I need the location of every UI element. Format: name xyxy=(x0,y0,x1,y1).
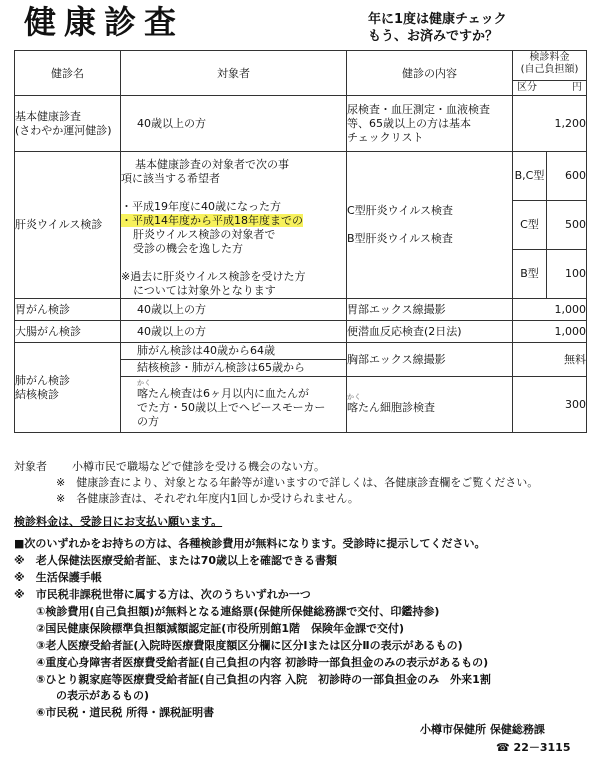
row-basic-category xyxy=(513,96,547,152)
free-note-3: ※ 市民税非課税世帯に属する方は、次のうちいずれか一つ xyxy=(14,588,311,601)
row-basic-content-line-1: 尿検査・血圧測定・血液検査 xyxy=(347,102,490,116)
hepatitis-target-line-2: 項に該当する希望者 xyxy=(121,172,220,185)
lung-content-2-text: 喀たん細胞診検査 xyxy=(347,401,435,414)
row-hepatitis-name: 肝炎ウイルス検診 xyxy=(15,152,121,299)
header-target: 対象者 xyxy=(121,51,347,96)
lung-target-ruby: かく xyxy=(137,379,151,387)
row-colon-name: 大腸がん検診 xyxy=(15,321,121,343)
hepatitis-category-b: B型 xyxy=(513,250,547,299)
lung-target-3-line-3: の方 xyxy=(137,415,159,428)
row-basic-content xyxy=(347,96,513,152)
row-lung-name-line-1: 肺がん検診 xyxy=(15,373,70,387)
row-basic-content-line-3: チェックリスト xyxy=(347,130,424,144)
row-basic-target: 40歳以上の方 xyxy=(121,96,347,152)
free-item-6: ⑥市民税・道民税 所得・課税証明書 xyxy=(36,706,215,719)
header-name: 健診名 xyxy=(15,51,121,96)
checkup-fee-table xyxy=(14,50,587,433)
header-category: 区分 xyxy=(517,82,537,93)
telephone-icon: ☎ xyxy=(496,741,510,754)
header-fee-title: 検診料金 xyxy=(529,52,570,63)
tagline-line-2: もう、お済みですか？ xyxy=(368,29,499,44)
row-lung-category-2 xyxy=(513,377,547,433)
row-basic-content-line-2: 等、65歳以上の方は基本 xyxy=(347,116,471,130)
free-item-4: ④重度心身障害者医療費受給者証(自己負担の内容 初診時一部負担金のみの表示があるもの) xyxy=(36,656,489,669)
hepatitis-target-line-8: については対象外となります xyxy=(133,284,276,297)
lung-content-ruby: かく xyxy=(347,393,361,401)
hepatitis-target-line-1: 基本健康診査の対象者で次の事 xyxy=(135,158,289,171)
row-lung-target-3 xyxy=(121,377,347,433)
free-item-2: ②国民健康保険標準負担額減額認定証(市役所別館1階 保険年金課で交付) xyxy=(36,622,405,635)
hepatitis-category-bc: B,C型 xyxy=(513,152,547,201)
table-row-hepatitis-1 xyxy=(15,152,587,201)
row-stomach-target: 40歳以上の方 xyxy=(121,299,347,321)
header-fee-sub: (自己負担額) xyxy=(520,64,579,75)
hepatitis-target-line-3: ・平成19年度に40歳になった方 xyxy=(121,200,281,213)
target-text: 小樽市民で職場などで健診を受ける機会のない方。 xyxy=(72,460,325,473)
hepatitis-target-line-7: ※過去に肝炎ウイルス検診を受けた方 xyxy=(121,270,306,283)
row-lung-target-2: 結核検診・肺がん検診は65歳から xyxy=(121,360,347,377)
free-item-3: ③老人医療受給者証(入院時医療費限度額区分欄に区分Ⅰまたは区分Ⅱの表示があるもの) xyxy=(36,639,463,652)
row-stomach-category xyxy=(513,299,547,321)
row-lung-target-1: 肺がん検診は40歳から64歳 xyxy=(121,343,347,360)
payment-note: 検診料金は、受診日にお支払い願います。 xyxy=(14,515,223,528)
contact-office: 小樽市保健所 保健総務課 xyxy=(420,723,545,736)
header-content: 健診の内容 xyxy=(347,51,513,96)
row-lung-name-line-2: 結核検診 xyxy=(15,387,59,401)
row-lung-content-1: 胸部エックス線撮影 xyxy=(347,343,513,377)
row-colon-target: 40歳以上の方 xyxy=(121,321,347,343)
free-intro: ■次のいずれかをお持ちの方は、各種検診費用が無料になります。受診時に提示してください。 xyxy=(14,537,486,550)
row-basic-name xyxy=(15,96,121,152)
table-header-row xyxy=(15,51,587,96)
row-colon-category xyxy=(513,321,547,343)
table-row-basic xyxy=(15,96,587,152)
row-hepatitis-target xyxy=(121,152,347,299)
row-basic-name-line-1: 基本健康診査 xyxy=(15,109,81,123)
lung-target-3-line-1: 喀たん検査は6ヶ月以内に血たんが xyxy=(137,387,309,400)
header-yen: 円 xyxy=(572,82,582,93)
table-row-colon xyxy=(15,321,587,343)
row-hepatitis-content xyxy=(347,152,513,299)
hepatitis-content-line-1: C型肝炎ウイルス検査 xyxy=(347,204,454,217)
row-lung-content-2 xyxy=(347,377,513,433)
row-basic-name-line-2: (さわやか運河健診) xyxy=(15,123,112,137)
tagline-line-1: 年に1度は健康チェック xyxy=(368,12,507,27)
target-label: 対象者 xyxy=(14,460,47,473)
free-note-2: ※ 生活保護手帳 xyxy=(14,571,102,584)
hepatitis-fee-b: 100 xyxy=(547,250,587,299)
table-row-lung-1 xyxy=(15,343,587,360)
contact-phone: 22－3115 xyxy=(513,741,571,754)
hepatitis-fee-bc: 600 xyxy=(547,152,587,201)
row-colon-content: 便潜血反応検査(2日法) xyxy=(347,321,513,343)
contact-phone-line xyxy=(496,741,570,755)
hepatitis-target-line-6: 受診の機会を逸した方 xyxy=(133,242,243,255)
free-note-1: ※ 老人保健法医療受給者証、または70歳以上を確認できる書類 xyxy=(14,554,337,567)
row-lung-category-1 xyxy=(513,343,547,377)
header-fee xyxy=(513,51,587,96)
row-stomach-fee: 1,000 xyxy=(547,299,587,321)
row-stomach-content: 胃部エックス線撮影 xyxy=(347,299,513,321)
target-note-2: ※ 各健康診査は、それぞれ年度内1回しか受けられません。 xyxy=(56,492,359,505)
row-colon-fee: 1,000 xyxy=(547,321,587,343)
target-note-1: ※ 健康診査により、対象となる年齢等が違いますので詳しくは、各健康診査欄をご覧ください。 xyxy=(56,476,539,489)
hepatitis-fee-c: 500 xyxy=(547,201,587,250)
hepatitis-content-line-2: B型肝炎ウイルス検査 xyxy=(347,232,453,245)
lung-target-3-line-2: でた方・50歳以上でヘビースモーカー xyxy=(137,401,326,414)
row-lung-name xyxy=(15,343,121,433)
free-item-5: ⑤ひとり親家庭等医療費受給者証(自己負担の内容 入院 初診時の一部負担金のみ 外来1割 xyxy=(36,673,491,686)
row-lung-fee-1: 無料 xyxy=(547,343,587,377)
table-row-stomach xyxy=(15,299,587,321)
hepatitis-category-c: C型 xyxy=(513,201,547,250)
hepatitis-target-line-5: 肝炎ウイルス検診の対象者で xyxy=(133,228,276,241)
hepatitis-target-line-4: ・平成14年度から平成18年度までの xyxy=(121,214,303,227)
free-item-5-cont: の表示があるもの) xyxy=(56,689,150,702)
header-fee-units xyxy=(513,80,586,94)
free-item-1: ①検診費用(自己負担額)が無料となる連絡票(保健所保健総務課で交付、印鑑持参) xyxy=(36,605,440,618)
row-basic-fee: 1,200 xyxy=(547,96,587,152)
row-stomach-name: 胃がん検診 xyxy=(15,299,121,321)
page-title: 健康診査 xyxy=(24,3,185,41)
row-lung-fee-2: 300 xyxy=(547,377,587,433)
